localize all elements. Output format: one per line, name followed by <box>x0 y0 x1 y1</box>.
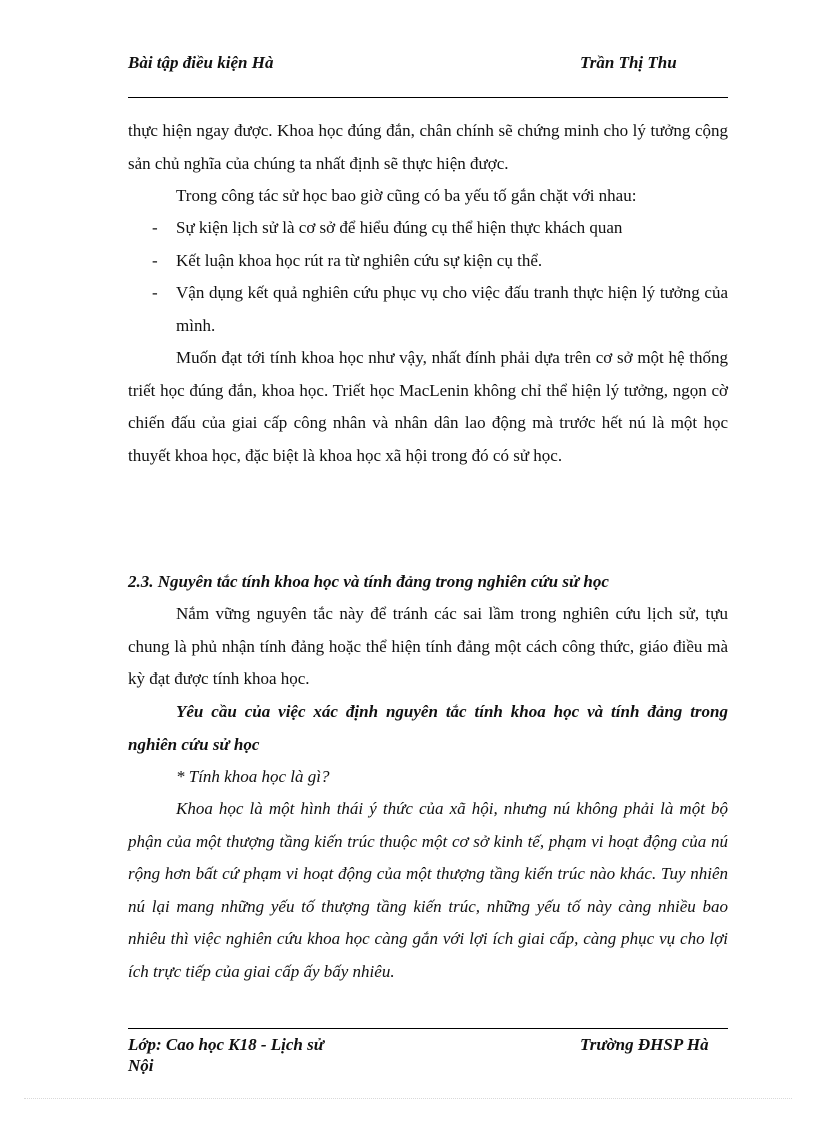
paragraph-4: Nắm vững nguyên tắc này để tránh các sai lầm trong nghiên cứu lịch sử, tựu chung là phủ nhận tính đảng hoặc thể hiện tính đảng một cách công thức, giáo điều mà kỳ đạt được tính khoa học. <box>128 604 728 688</box>
list-item-text: Sự kiện lịch sử là cơ sở để hiểu đúng cụ thể hiện thực khách quan <box>176 218 623 237</box>
bullet-dash: - <box>152 283 158 302</box>
paragraph-1: thực hiện ngay được. Khoa học đúng đắn, chân chính sẽ chứng minh cho lý tưởng cộng sản chủ nghĩa của chúng ta nhất định sẽ thực hiện được. <box>128 121 728 173</box>
header-right-text: Trần Thị Thu <box>580 53 677 72</box>
bullet-dash: - <box>152 251 158 270</box>
list-item-text: Vận dụng kết quả nghiên cứu phục vụ cho việc đấu tranh thực hiện lý tưởng của mình. <box>176 283 728 335</box>
list-item <box>128 245 728 278</box>
question-heading: * Tính khoa học là gì? <box>176 767 330 786</box>
paragraph-5: Khoa học là một hình thái ý thức của xã hội, nhưng nú không phải là một bộ phận của một thượng tầng kiến trúc thuộc một cơ sở kinh tế, phạm vi hoạt động của nú rộng hơn bất cứ phạm vi hoạt động của một thượng tầng kiến trúc nào khác. Tuy nhiên nú lại mang những yếu tố thượng tầng kiến trúc, những yếu tố này càng nhiều bao nhiêu thì việc nghiên cứu khoa học càng gắn với lợi ích giai cấp, càng phục vụ cho lợi ích trực tiếp của giai cấp ấy bấy nhiêu. <box>128 799 728 981</box>
page-footer <box>128 1034 728 1078</box>
footer-rule <box>128 1028 728 1029</box>
section-heading: 2.3. Nguyên tắc tính khoa học và tính đảng trong nghiên cứu sử học <box>128 572 609 591</box>
list-item-text: Kết luận khoa học rút ra từ nghiên cứu sự kiện cụ thể. <box>176 251 543 270</box>
header-rule <box>128 97 728 98</box>
footer-right-text: Trường ĐHSP Hà <box>580 1035 709 1054</box>
page-header <box>128 52 728 96</box>
subheading-requirements: Yêu cầu của việc xác định nguyên tắc tính khoa học và tính đảng trong nghiên cứu sử học <box>128 702 728 754</box>
header-left-text: Bài tập điều kiện Hà <box>128 53 274 72</box>
list-item <box>128 212 728 245</box>
list-item <box>128 277 728 342</box>
paragraph-3: Muốn đạt tới tính khoa học như vậy, nhất đính phải dựa trên cơ sở một hệ thống triết học đúng đắn, khoa học. Triết học MacLenin không chỉ thể hiện lý tưởng, ngọn cờ chiến đấu của giai cấp công nhân và nhân dân lao động mà trước hết nú là một học thuyết khoa học, đặc biệt là khoa học xã hội trong đó có sử học. <box>128 348 728 465</box>
paragraph-2: Trong công tác sử học bao giờ cũng có ba yếu tố gắn chặt với nhau: <box>176 186 637 205</box>
bullet-dash: - <box>152 218 158 237</box>
footer-left-text: Lớp: Cao học K18 - Lịch sử Nội <box>128 1035 324 1075</box>
page-bottom-divider <box>24 1098 792 1099</box>
